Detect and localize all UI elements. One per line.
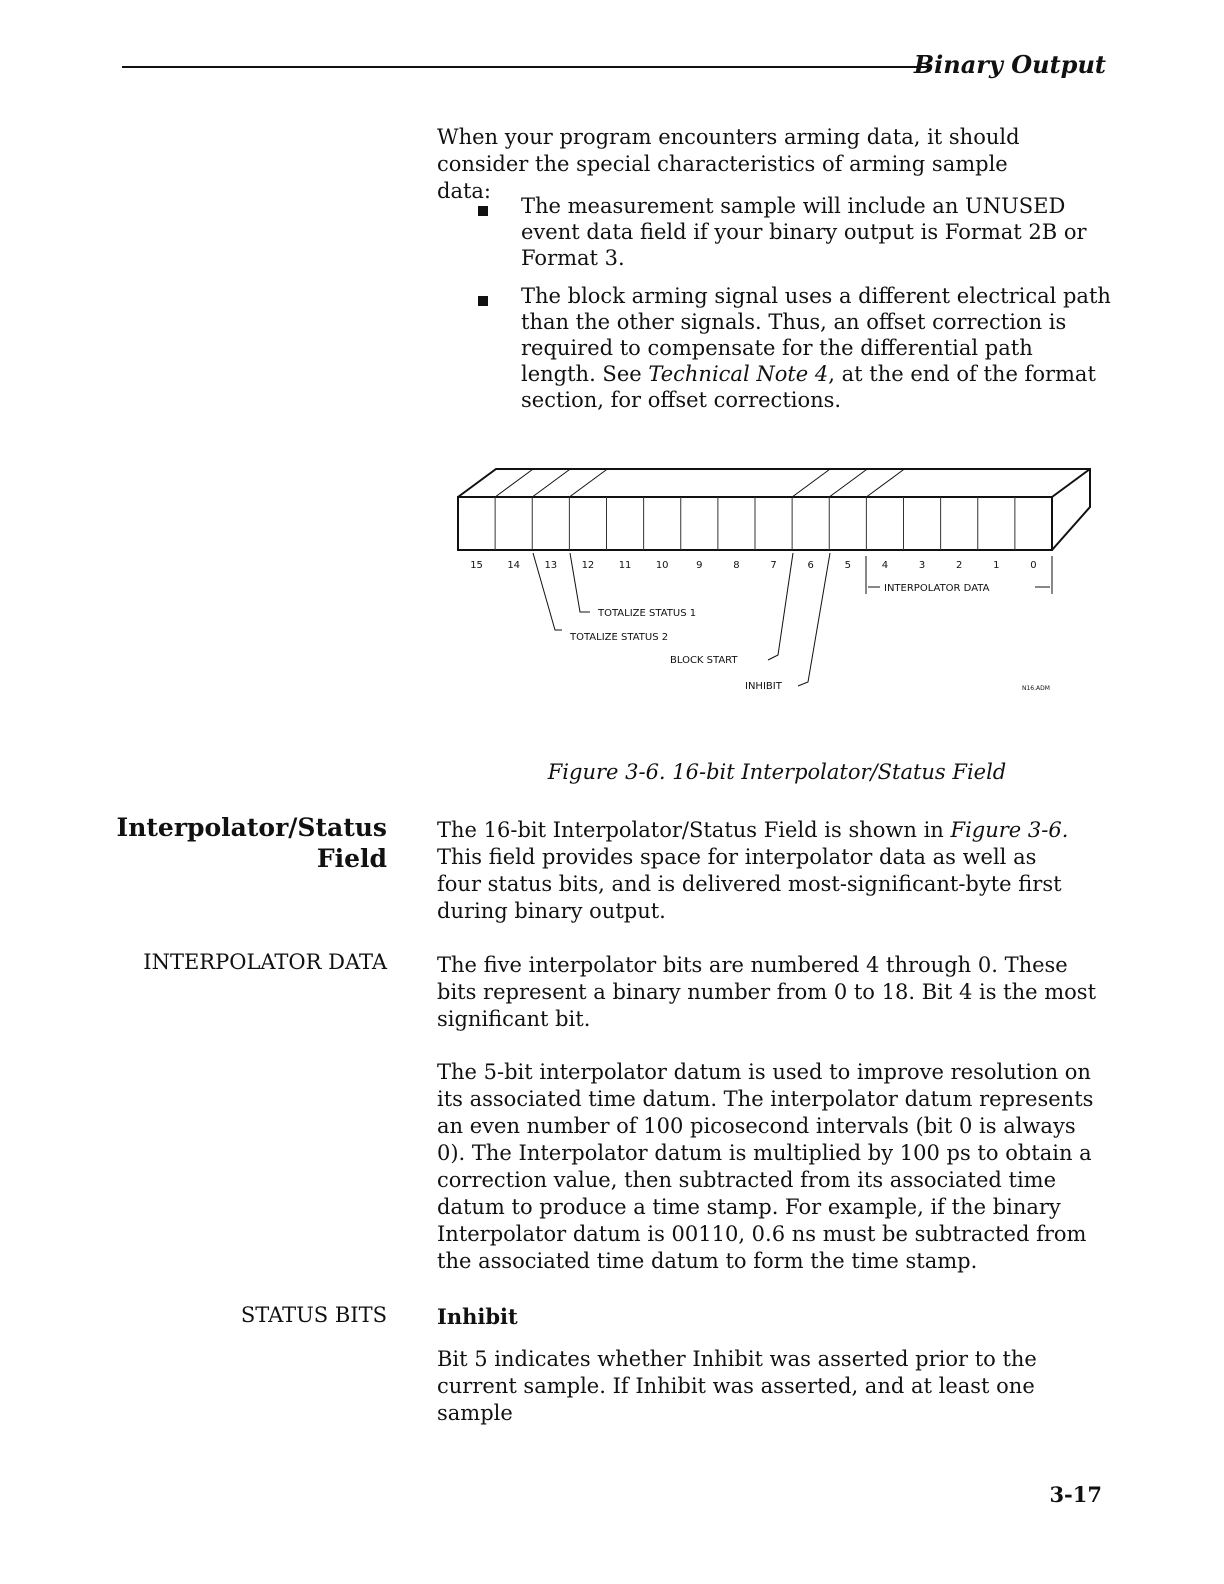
text: , at the end of the format section, for offset corrections. xyxy=(521,362,1096,412)
top-divider xyxy=(569,469,607,497)
leader-lines xyxy=(533,553,1052,686)
bit-number: 6 xyxy=(807,560,814,571)
figure-ref: Figure 3-6. xyxy=(950,818,1069,842)
bit-number: 0 xyxy=(1030,560,1037,571)
bit-number: 7 xyxy=(770,560,777,571)
top-divider xyxy=(495,469,533,497)
interpolator-paragraph-2: The 5-bit interpolator datum is used to improve resolution on its associated time datum. The interpolator datum represents an even number of 100 picosecond intervals (bit 0 is always 0). The Interpolator datum is multiplied by 100 ps to obtain a correction value, then subtracted from its associated time datum to produce a time stamp. For example, if the binary Interpolator datum is 00110, 0.6 ns must be subtracted from the associated time datum to form the time stamp. xyxy=(437,1060,1094,1273)
bit-number: 10 xyxy=(655,560,669,571)
label-block-start: BLOCK START xyxy=(670,655,738,666)
bit-number: 12 xyxy=(581,560,595,571)
bit-number: 5 xyxy=(844,560,851,571)
bit-number: 15 xyxy=(470,560,483,571)
bit-field-diagram xyxy=(0,0,1224,760)
label-interpolator-data: INTERPOLATOR DATA xyxy=(884,583,990,594)
technical-note-ref: Technical Note 4 xyxy=(648,362,829,386)
section-paragraph xyxy=(437,817,1087,925)
top-divider xyxy=(532,469,570,497)
bit-number: 9 xyxy=(696,560,703,571)
bit-number: 11 xyxy=(618,560,632,571)
field-3d-edges xyxy=(458,469,1090,550)
top-divider xyxy=(792,469,830,497)
bullet-1: The measurement sample will include an UNUSED event data field if your binary output is Format 2B or Format 3. xyxy=(521,194,1087,270)
bit-number: 3 xyxy=(918,560,926,571)
page-number: 3-17 xyxy=(1049,1482,1102,1507)
bit-number: 8 xyxy=(733,560,740,571)
top-divider xyxy=(829,469,867,497)
inhibit-subheading: Inhibit xyxy=(437,1304,518,1329)
figure-code: N16.ADM xyxy=(1022,685,1050,692)
status-bits-heading: STATUS BITS xyxy=(240,1303,387,1327)
running-header: Binary Output xyxy=(913,50,1106,79)
bit-number: 14 xyxy=(507,560,521,571)
bit-number: 1 xyxy=(993,560,1000,571)
heading-line: Field xyxy=(316,844,387,873)
status-paragraph: Bit 5 indicates whether Inhibit was asserted prior to the current sample. If Inhibit was asserted, and at least one sample xyxy=(437,1347,1037,1425)
interpolator-paragraph-1: The five interpolator bits are numbered 4 through 0. These bits represent a binary number from 0 to 18. Bit 4 is the most significant bit. xyxy=(437,953,1097,1031)
figure-caption: Figure 3-6. 16-bit Interpolator/Status Field xyxy=(547,760,1007,784)
text: This field provides space for interpolator data as well as four status bits, and is delivered most-significant-byte first during binary output. xyxy=(437,845,1062,923)
label-totalize-status-2: TOTALIZE STATUS 2 xyxy=(570,632,669,643)
bit-number: 4 xyxy=(881,560,889,571)
top-divider xyxy=(866,469,904,497)
intro-paragraph: When your program encounters arming data, it should consider the special characteristics of arming sample data: xyxy=(437,125,1020,203)
bit-number: 13 xyxy=(544,560,558,571)
interpolator-data-heading: INTERPOLATOR DATA xyxy=(143,950,387,974)
label-inhibit: INHIBIT xyxy=(745,681,782,692)
text: The block arming signal uses a different electrical path than the other signals. Thus, an offset correction is required to compensate for the differential path length. See xyxy=(521,284,1111,386)
text: The 16-bit Interpolator/Status Field is shown in xyxy=(437,818,951,842)
bit-number: 2 xyxy=(956,560,963,571)
section-heading xyxy=(117,812,387,874)
heading-line: Interpolator/Status xyxy=(116,813,387,842)
label-totalize-status-1: TOTALIZE STATUS 1 xyxy=(598,608,697,619)
